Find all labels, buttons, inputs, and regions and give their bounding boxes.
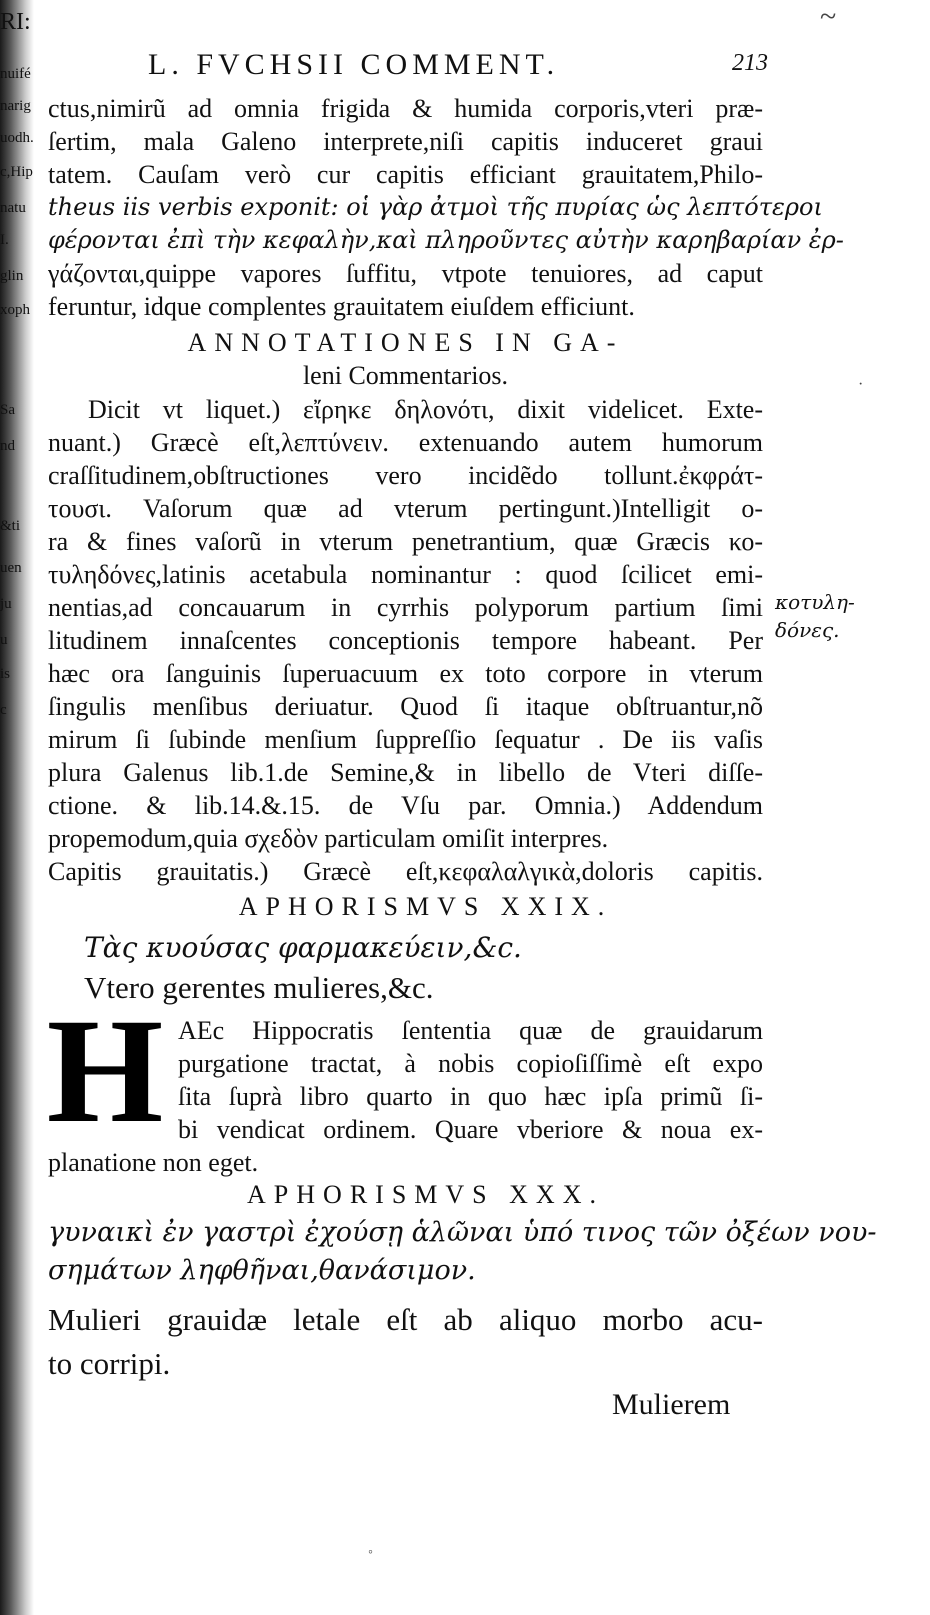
text-line: litudinem innaſcentes conceptionis tempore habeant. Per: [48, 626, 763, 655]
text-line: craſſitudinem,obſtructiones vero incidẽdo tollunt.ἐκφράτ-: [48, 461, 763, 490]
aphorism-29-commentary: [178, 1014, 763, 1146]
bleed-text: xoph: [0, 302, 30, 318]
aphorism-heading: APHORISMVS XXIX.: [238, 892, 613, 921]
bleed-text: natu: [0, 200, 26, 216]
text-line: bi vendicat ordinem. Quare vberiore & noua ex-: [178, 1115, 763, 1144]
marginal-note: [775, 588, 855, 644]
text-line: plura Galenus lib.1.de Semine,& in libello de Vteri diſſe-: [48, 758, 763, 787]
text-line: τουσι. Vaſorum quæ ad vterum pertingunt.)Intelligit o-: [48, 494, 763, 523]
annotations-body: [48, 393, 763, 888]
bleed-text: uodh.: [0, 130, 34, 146]
aphorism-greek: Τὰς κυούσας φαρμακεύειν,&c.: [84, 931, 522, 964]
bleed-text: uen: [0, 560, 22, 576]
text-line: Capitis grauitatis.) Græcè eſt,κεφαλαλγικὰ,doloris capitis.: [48, 857, 763, 886]
commentary-paragraph: [48, 92, 844, 323]
aphorism-29-header: [48, 890, 763, 923]
print-mark: ~: [820, 0, 837, 33]
text-line: hæc ora ſanguinis ſuperuacuum ex toto corpore in vterum: [48, 659, 763, 688]
aphorism-latin: Mulieri grauidæ letale eſt ab aliquo morbo acu-: [48, 1302, 763, 1337]
text-line: ſertim, mala Galeno interprete,niſi capitis induceret graui: [48, 127, 763, 156]
text-line: theus iis verbis exponit: οἱ γὰρ ἀτμοὶ τῆς πυρίας ὡς λεπτότεροι: [48, 193, 823, 221]
text-line: feruntur, idque complentes grauitatem eiuſdem efficiunt.: [48, 292, 635, 321]
print-mark: ◦: [368, 1545, 373, 1560]
text-line: nuant.) Græcè eſt,λεπτύνειν. extenuando autem humorum: [48, 428, 763, 457]
aphorism-30-latin: [48, 1298, 763, 1386]
text-line: propemodum,quia σχεδὸν particulam omiſit interpres.: [48, 824, 609, 853]
running-title: L. FVCHSII COMMENT.: [148, 48, 560, 81]
text-line: purgatione tractat, à nobis copioſiſſimè eſt expo: [178, 1049, 763, 1078]
text-line: ſingulis menſibus deriuatur. Quod ſi itaque obſtruantur,nõ: [48, 692, 763, 721]
bleed-text: &ti: [0, 518, 21, 534]
text-line: τυληδόνες,latinis acetabula nominantur : quod ſcilicet emi-: [48, 560, 763, 589]
print-mark: ·: [858, 376, 864, 393]
bleed-text: Sa: [0, 402, 15, 418]
aphorism-greek: σημάτων ληφθῆναι,θανάσιμον.: [48, 1255, 476, 1286]
text-line: ra & fines vaſorũ in vterum penetrantium, quæ Græcis κο-: [48, 527, 763, 556]
text-line: Dicit vt liquet.) εἴρηκε δηλονότι, dixit videlicet. Exte-: [88, 395, 763, 424]
page-header: [48, 48, 768, 80]
aphorism-heading: APHORISMVS XXX.: [247, 1180, 604, 1209]
bleed-text: u: [0, 632, 8, 648]
aphorism-latin: Vtero gerentes mulieres,&c.: [84, 970, 434, 1005]
text-line: γάζονται,quippe vapores ſuffitu, vtpote tenuiores, ad caput: [48, 259, 763, 288]
section-heading: ANNOTATIONES IN GA-: [187, 328, 624, 357]
text-line: ctus,nimirũ ad omnia frigida & humida corporis,vteri præ-: [48, 94, 763, 123]
marginal-note-line: κοτυλη-: [775, 590, 855, 614]
aphorism-latin: to corripi.: [48, 1346, 171, 1381]
text-line: planatione non eget.: [48, 1148, 259, 1177]
section-subheading: leni Commentarios.: [302, 361, 509, 390]
bleed-text: c: [0, 702, 7, 718]
marginal-note-line: δόνες.: [775, 618, 840, 642]
text-line: mirum ſi ſubinde menſium ſuppreſſio ſequatur . De iis vaſis: [48, 725, 763, 754]
bleed-text: I.: [0, 232, 9, 248]
text-line: AEc Hippocratis ſententia quæ de grauidarum: [178, 1016, 763, 1045]
text-line: ctione. & lib.14.&.15. de Vſu par. Omnia.) Addendum: [48, 791, 763, 820]
bleed-text: c,Hip: [0, 164, 33, 180]
bleed-text: nd: [0, 438, 15, 454]
bleed-text: ju: [0, 596, 12, 612]
aphorism-30-greek: [48, 1214, 877, 1290]
bleed-text: RI:: [0, 9, 31, 35]
aphorism-29-commentary-end: [48, 1146, 763, 1179]
aphorism-30-header: [48, 1178, 763, 1211]
text-line: nentias,ad concauarum in cyrrhis polyporum partium ſimi: [48, 593, 763, 622]
annotations-heading: [48, 326, 763, 392]
bleed-text: narig: [0, 98, 31, 114]
bleed-text: nuifé: [0, 66, 31, 82]
page-number: 213: [732, 50, 768, 76]
text-line: ſita ſuprà libro quarto in quo hæc ipſa primũ ſi-: [178, 1082, 763, 1111]
text-line: φέρονται ἐπὶ τὴν κεφαλὴν,καὶ πληροῦντες αὐτὴν καρηβαρίαν ἐρ-: [48, 226, 844, 254]
aphorism-greek: γυναικὶ ἐν γαστρὶ ἐχούσῃ ἁλῶναι ὑπό τινος τῶν ὀξέων νου-: [48, 1217, 877, 1248]
catchword: Mulierem: [612, 1388, 731, 1421]
bleed-text: is: [0, 666, 11, 682]
drop-cap: H: [46, 988, 164, 1154]
bleed-text: glin: [0, 268, 24, 284]
text-line: tatem. Cauſam verò cur capitis efficiant grauitatem,Philo-: [48, 160, 763, 189]
